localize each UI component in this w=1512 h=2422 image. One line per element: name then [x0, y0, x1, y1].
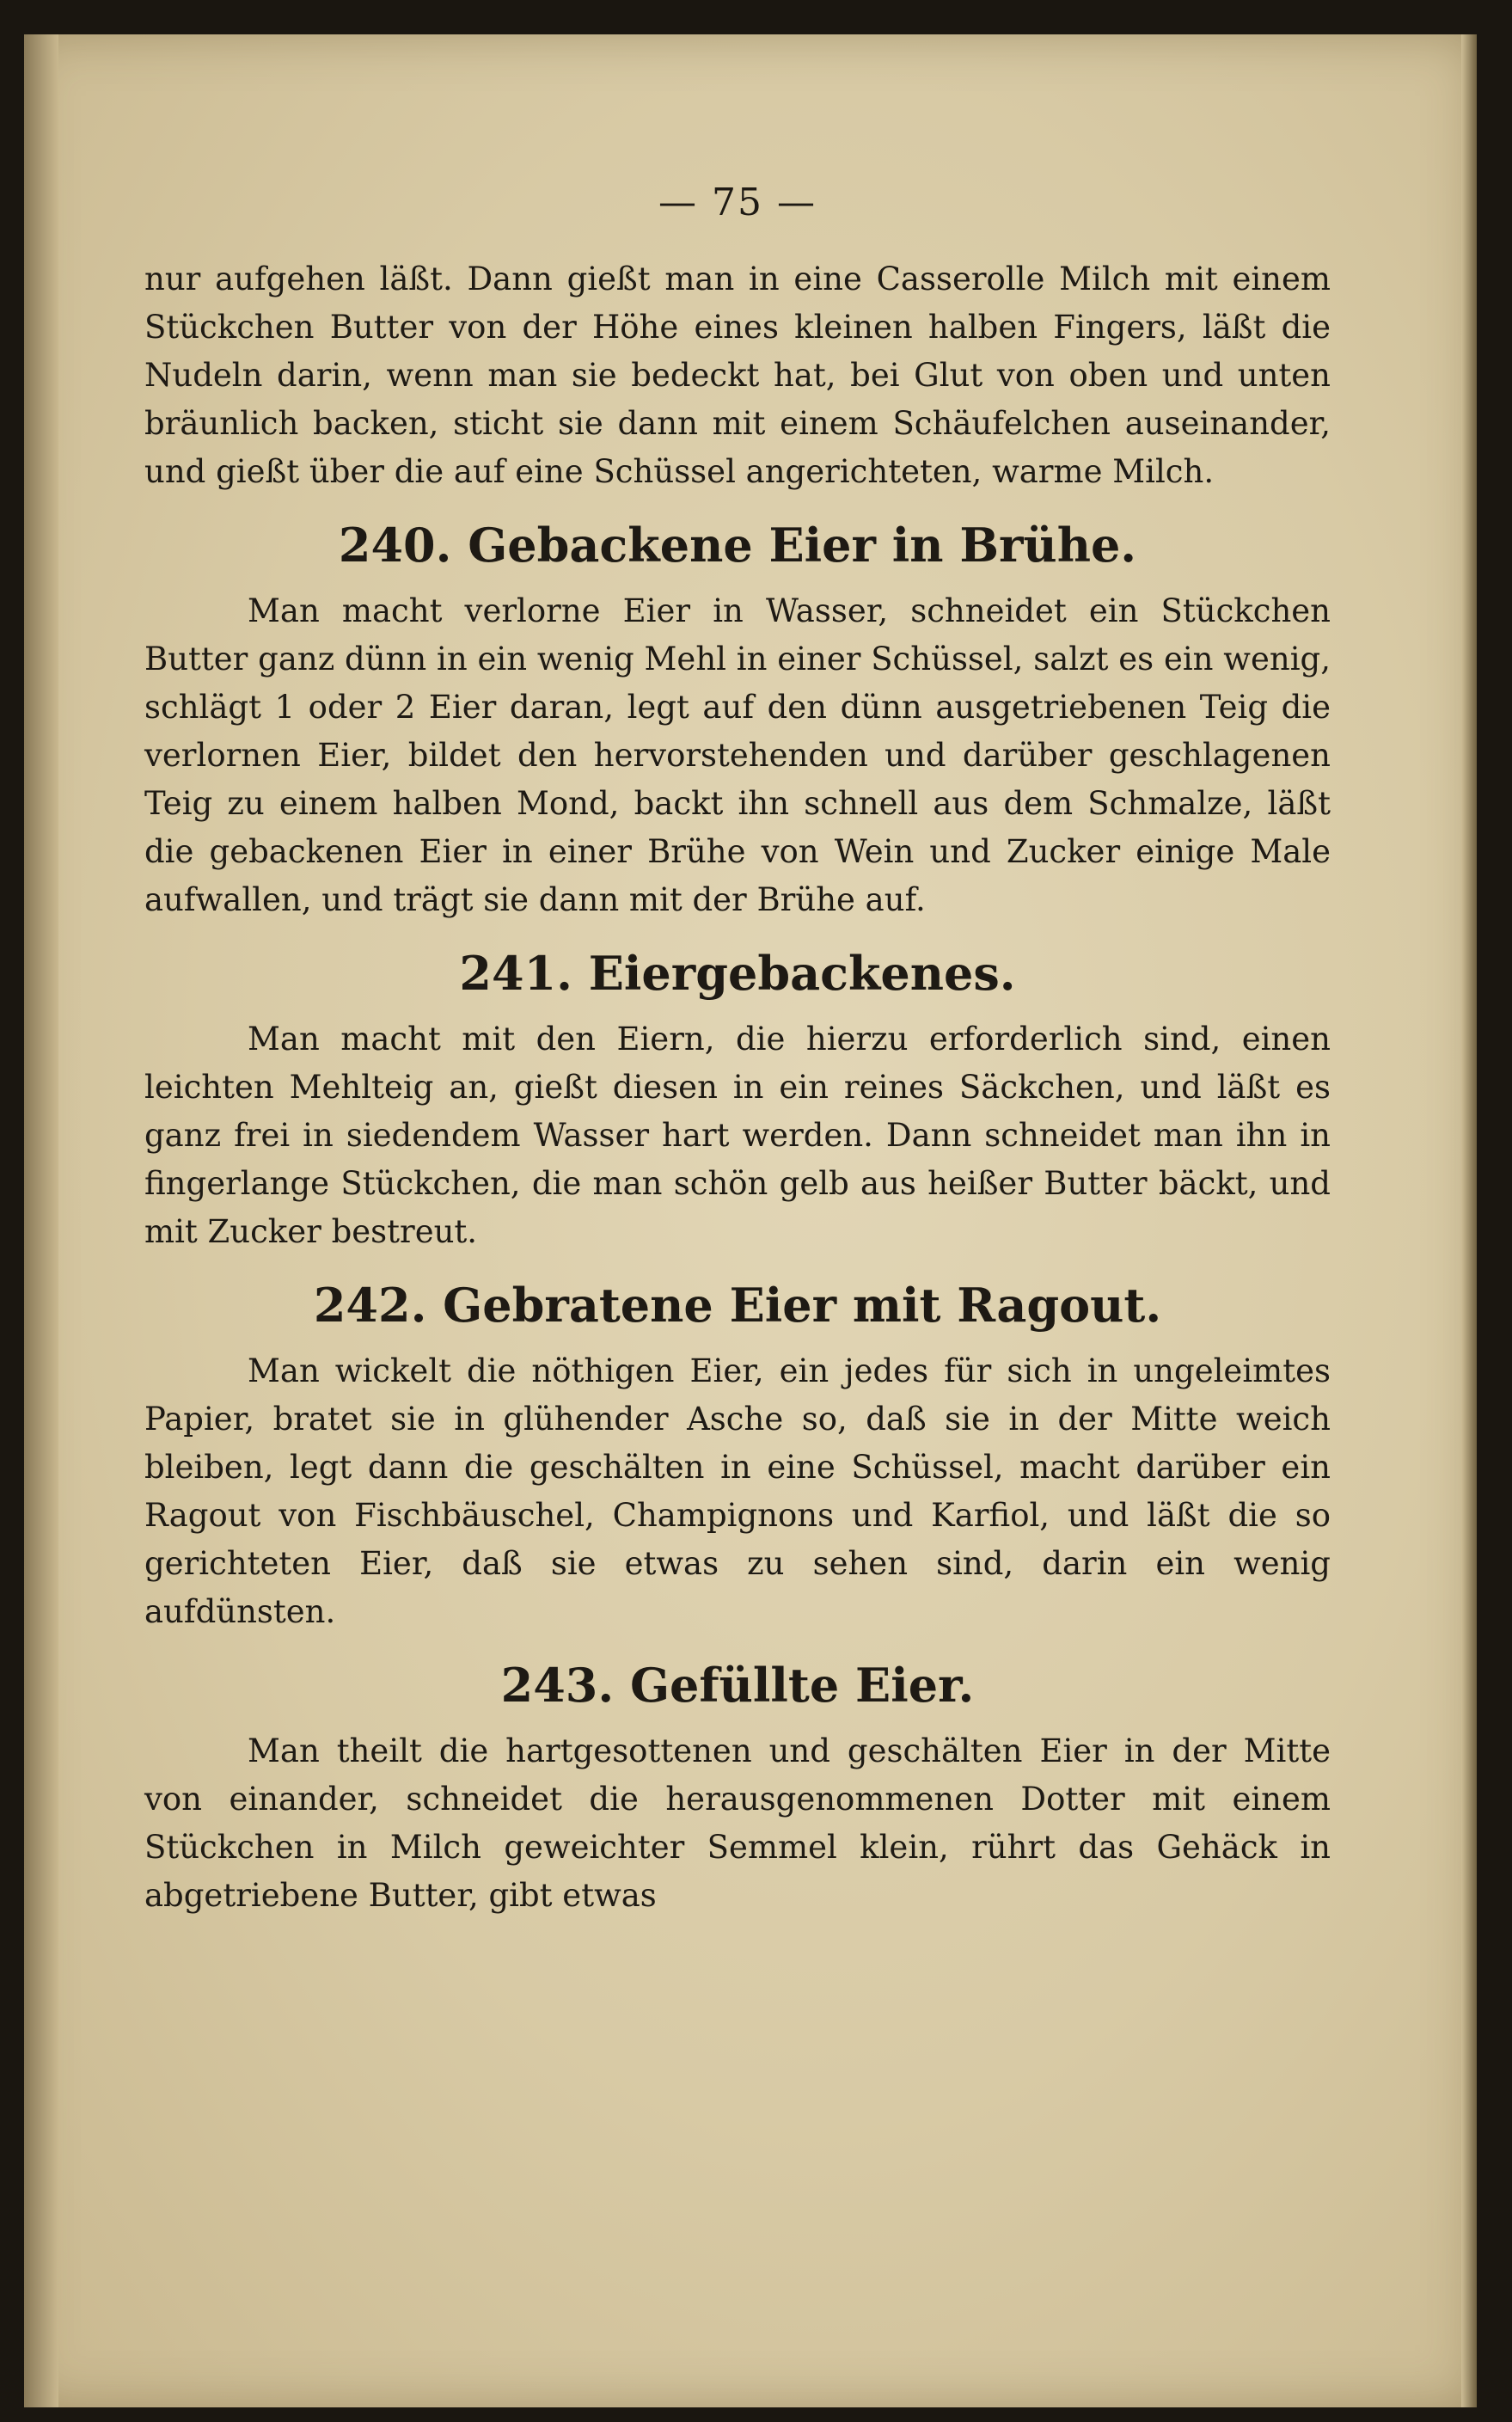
recipe-243: [144, 1655, 1331, 1920]
book-page: [24, 34, 1477, 2407]
intro-paragraph: nur aufgehen läßt. Dann gießt man in eine Casserolle Milch mit einem Stückchen Butter von der Höhe eines kleinen halben Fingers, läßt die Nudeln darin, wenn man sie bedeckt hat, bei Glut von oben und unten bräunlich backen, sticht sie dann mit einem Schäufelchen auseinander, und gießt über die auf eine Schüssel angerichteten, warme Milch.: [144, 261, 1331, 490]
recipe-241: [144, 943, 1331, 1256]
page-edge: [1461, 34, 1477, 2407]
recipe-240: [144, 515, 1331, 924]
recipe-text: Man wickelt die nöthigen Eier, ein jedes für sich in ungeleimtes Papier, bratet sie in glühender Asche so, daß sie in der Mitte weich bleiben, legt dann die geschälten in eine Schüssel, macht darüber ein Ragout von Fischbäuschel, Champignons und Karfiol, und läßt die so gerichteten Eier, daß sie etwas zu sehen sind, darin ein wenig aufdünsten.: [144, 1352, 1331, 1630]
book-spine-shadow: [24, 34, 58, 2407]
recipe-text: Man macht mit den Eiern, die hierzu erforderlich sind, einen leichten Mehlteig an, gießt diesen in ein reines Säckchen, und läßt es ganz frei in siedendem Wasser hart werden. Dann schneidet man ihn in fingerlange Stückchen, die man schön gelb aus heißer Butter bäckt, und mit Zucker bestreut.: [144, 1021, 1331, 1250]
recipe-title: 241. Eiergebackenes.: [459, 946, 1016, 1001]
page-number: — 75 —: [658, 181, 817, 224]
recipe-text: Man theilt die hartgesottenen und geschälten Eier in der Mitte von einander, schneidet die herausgenommenen Dotter mit einem Stückchen in Milch geweichter Semmel klein, rührt das Gehäck in abgetriebene Butter, gibt etwas: [144, 1732, 1331, 1914]
recipe-title: 243. Gefüllte Eier.: [500, 1658, 975, 1713]
recipe-title: 242. Gebratene Eier mit Ragout.: [313, 1278, 1162, 1333]
recipe-title: 240. Gebackene Eier in Brühe.: [338, 518, 1137, 573]
recipe-text: Man macht verlorne Eier in Wasser, schneidet ein Stückchen Butter ganz dünn in ein wenig Mehl in einer Schüssel, salzt es ein wenig, schlägt 1 oder 2 Eier daran, legt auf den dünn ausgetriebenen Teig die verlornen Eier, bildet den hervorstehenden und darüber geschlagenen Teig zu einem halben Mond, backt ihn schnell aus dem Schmalze, läßt die gebackenen Eier in einer Brühe von Wein und Zucker einige Male aufwallen, und trägt sie dann mit der Brühe auf.: [144, 592, 1331, 918]
page-content: [144, 181, 1331, 1925]
recipe-242: [144, 1275, 1331, 1636]
